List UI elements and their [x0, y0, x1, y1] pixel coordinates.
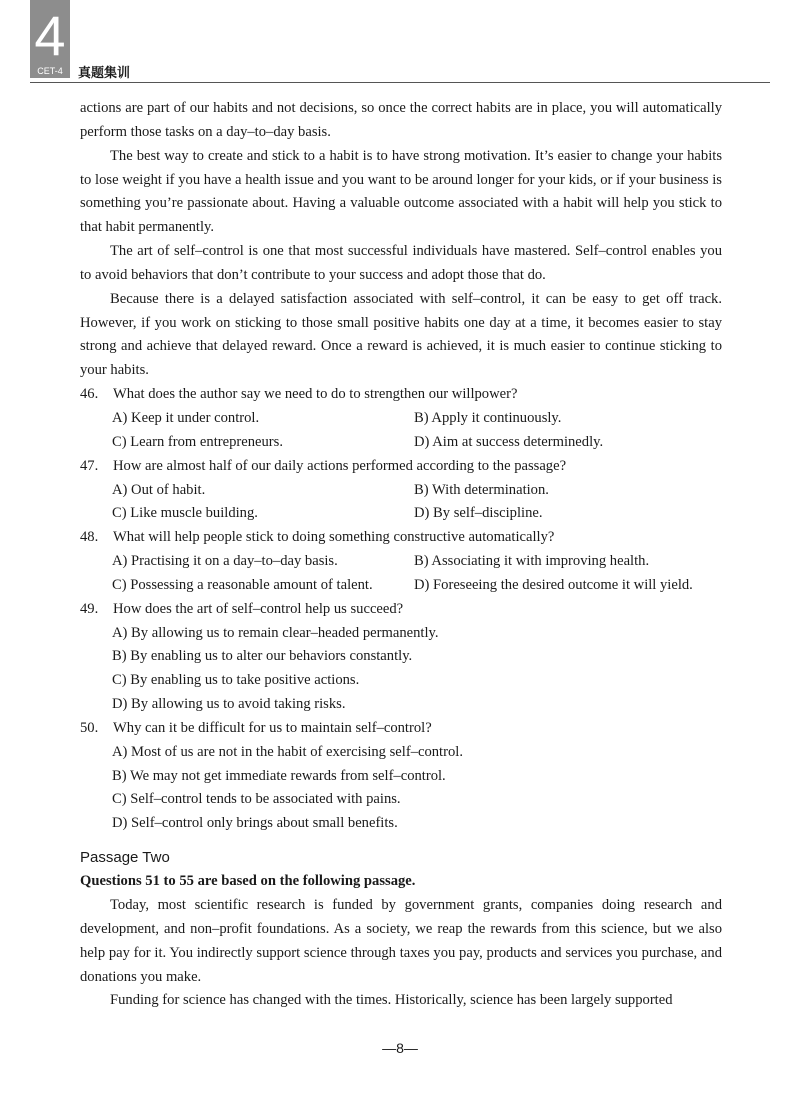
option-b: B) Apply it continuously.	[414, 409, 562, 426]
question-text: What does the author say we need to do to strengthen our willpower?	[113, 386, 518, 403]
option-a: A) Keep it under control.	[112, 409, 260, 426]
option-c: C) Self–control tends to be associated with pains.	[112, 791, 401, 808]
question-50	[80, 717, 722, 836]
section-title: 真题集训	[78, 66, 131, 81]
option-c: C) By enabling us to take positive actions.	[112, 672, 360, 689]
option-b: B) By enabling us to alter our behaviors constantly.	[112, 648, 413, 665]
option-a: A) By allowing us to remain clear–headed permanently.	[112, 624, 439, 641]
chapter-tab	[30, 0, 70, 78]
page-header	[30, 0, 770, 90]
passage-intro: Questions 51 to 55 are based on the following passage.	[80, 873, 416, 890]
chapter-label: CET-4	[37, 66, 63, 76]
option-b: B) With determination.	[414, 481, 549, 498]
chapter-number: 4	[34, 4, 66, 67]
option-d: D) Self–control only brings about small benefits.	[112, 815, 398, 832]
question-number: 48.	[80, 529, 99, 546]
paragraph: Funding for science has changed with the times. Historically, science has been largely supported	[110, 992, 673, 1009]
paragraph: Today, most scientific research is funded by government grants, companies doing research and development, and non–profit foundations. As a society, we reap the rewards from this science, but we also help pay for it. You indirectly support science through taxes you pay, products and services you purchase, and donations you make.	[80, 897, 722, 985]
paragraph: Because there is a delayed satisfaction associated with self–control, it can be easy to get off track. However, if you work on sticking to those small positive habits one day at a time, it becomes easier to stay strong and achieve that delayed reward. Once a reward is achieved, it is much easier to continue sticking to your habits.	[80, 290, 722, 379]
option-c: C) Like muscle building.	[112, 505, 258, 522]
option-b: B) Associating it with improving health.	[414, 553, 650, 570]
option-a: A) Most of us are not in the habit of exercising self–control.	[112, 743, 463, 760]
header-rule	[30, 82, 770, 83]
question-number: 50.	[80, 719, 99, 736]
paragraph: The art of self–control is one that most successful individuals have mastered. Self–control enables you to avoid behaviors that don’t contribute to your success and adopt those that do.	[80, 243, 722, 283]
page-content	[80, 97, 722, 1013]
paragraph-continued: actions are part of our habits and not decisions, so once the correct habits are in place, you will automatically perform those tasks on a day–to–day basis.	[80, 100, 722, 140]
question-number: 49.	[80, 600, 99, 617]
question-47	[80, 455, 722, 527]
passage-heading: Passage Two	[80, 849, 170, 867]
page-number: —8—	[382, 1040, 418, 1056]
question-text: Why can it be difficult for us to maintain self–control?	[113, 719, 432, 736]
question-48	[80, 526, 722, 598]
question-number: 47.	[80, 457, 99, 474]
question-text: What will help people stick to doing something constructive automatically?	[113, 529, 555, 546]
option-d: D) By allowing us to avoid taking risks.	[112, 696, 346, 713]
question-text: How does the art of self–control help us succeed?	[113, 600, 404, 617]
option-d: D) By self–discipline.	[414, 505, 543, 522]
question-text: How are almost half of our daily actions performed according to the passage?	[113, 457, 567, 474]
question-46	[80, 383, 722, 455]
option-a: A) Out of habit.	[112, 481, 206, 498]
paragraph: The best way to create and stick to a habit is to have strong motivation. It’s easier to change your habits to lose weight if you have a health issue and you want to be around longer for your kids, or if your business is something you’re passionate about. Having a valuable outcome associated with a habit will help you stick to that habit permanently.	[80, 147, 722, 236]
option-c: C) Possessing a reasonable amount of talent.	[112, 576, 373, 593]
question-number: 46.	[80, 386, 99, 403]
option-c: C) Learn from entrepreneurs.	[112, 433, 283, 450]
question-49	[80, 598, 722, 717]
option-d: D) Foreseeing the desired outcome it will yield.	[414, 576, 693, 593]
option-a: A) Practising it on a day–to–day basis.	[112, 553, 338, 570]
option-d: D) Aim at success determinedly.	[414, 433, 604, 450]
option-b: B) We may not get immediate rewards from self–control.	[112, 767, 446, 784]
